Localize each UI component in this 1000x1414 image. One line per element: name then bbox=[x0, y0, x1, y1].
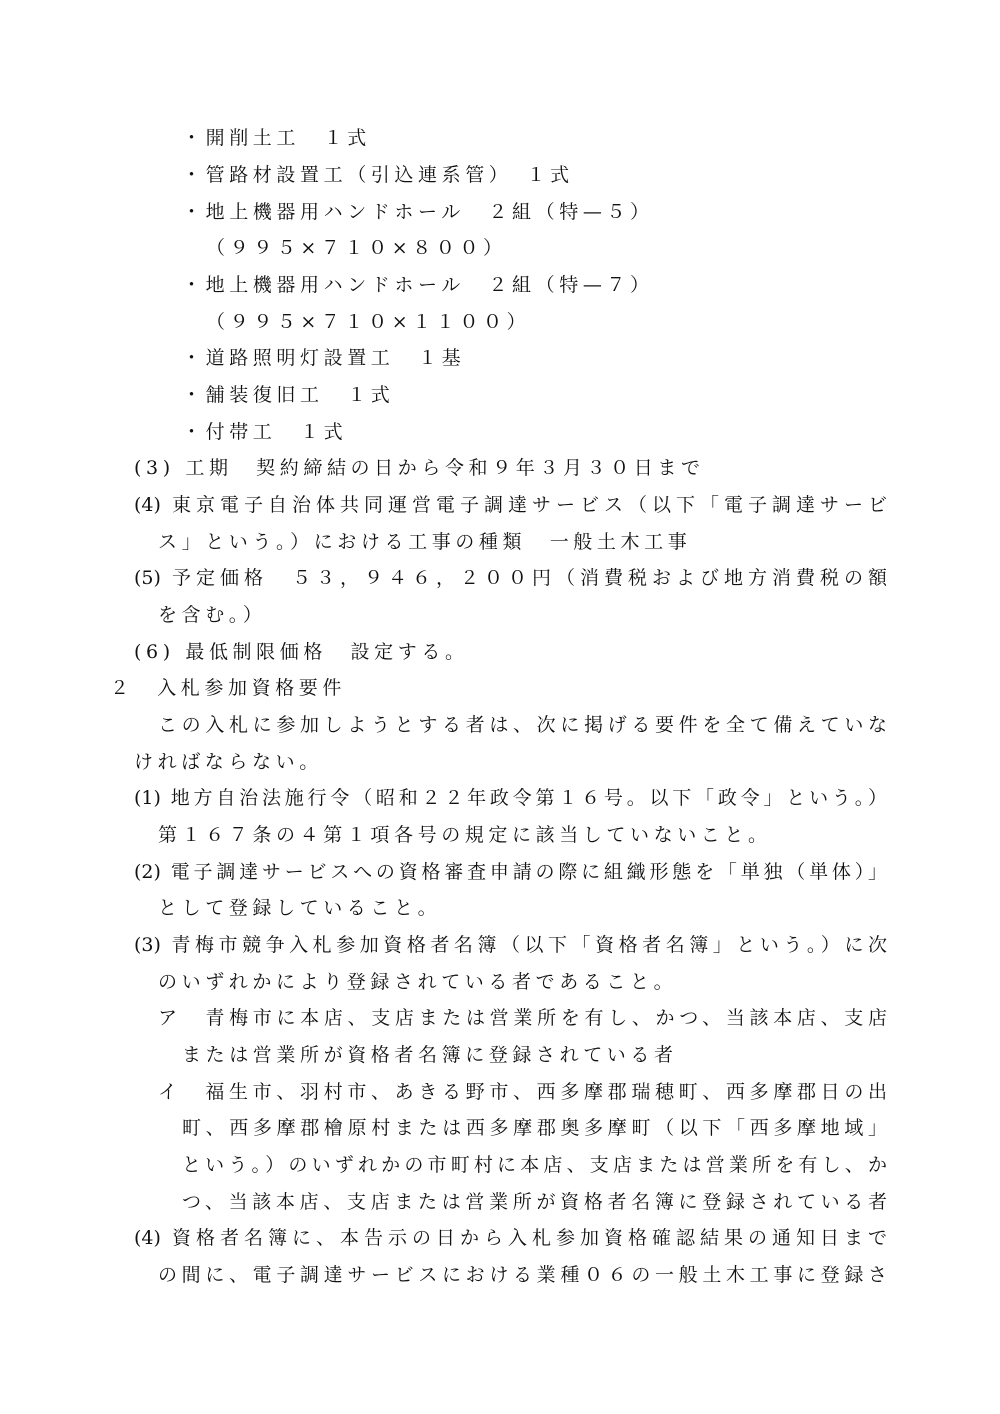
req-3-cont: のいずれかにより登録されている者であること。 bbox=[158, 971, 678, 993]
clause-6-min-price: (6) 最低制限価格 設定する。 bbox=[134, 641, 469, 663]
work-item-handhole-5-dims: （９９５×７１０×８００） bbox=[206, 237, 507, 259]
req-2: (2) 電子調達サービスへの資格審査申請の際に組織形態を「単独（単体）」 bbox=[134, 861, 887, 883]
req-3-i-cont-3: つ、当該本店、支店または営業所が資格者名簿に登録されている者 bbox=[182, 1191, 887, 1213]
req-4-cont: の間に、電子調達サービスにおける業種０６の一般土木工事に登録さ bbox=[158, 1264, 887, 1286]
req-3-a-cont: または営業所が資格者名簿に登録されている者 bbox=[182, 1044, 678, 1066]
req-3-i-cont-2: という。）のいずれかの市町村に本店、支店または営業所を有し、か bbox=[182, 1154, 887, 1176]
work-item-paving: ・舗装復旧工 １式 bbox=[182, 384, 395, 406]
clause-4-work-type-cont: ス」という。）における工事の種類 一般土木工事 bbox=[158, 531, 692, 553]
clause-4-work-type: (4) 東京電子自治体共同運営電子調達サービス（以下「電子調達サービ bbox=[134, 494, 887, 516]
req-3-a: ア 青梅市に本店、支店または営業所を有し、かつ、当該本店、支店 bbox=[158, 1007, 887, 1029]
section-2-heading: ２ 入札参加資格要件 bbox=[110, 677, 347, 699]
req-1-cont: 第１６７条の４第１項各号の規定に該当していないこと。 bbox=[158, 824, 772, 846]
work-item-street-light: ・道路照明灯設置工 １基 bbox=[182, 347, 466, 369]
req-4: (4) 資格者名簿に、本告示の日から入札参加資格確認結果の通知日まで bbox=[134, 1227, 887, 1249]
req-2-cont: として登録していること。 bbox=[158, 897, 442, 919]
clause-3-period: (3) 工期 契約締結の日から令和９年３月３０日まで bbox=[134, 457, 705, 479]
req-3-i: イ 福生市、羽村市、あきる野市、西多摩郡瑞穂町、西多摩郡日の出 bbox=[158, 1081, 887, 1103]
clause-5-price-cont: を含む。） bbox=[158, 604, 267, 626]
clause-5-price: (5) 予定価格 ５３，９４６，２００円（消費税および地方消費税の額 bbox=[134, 567, 887, 589]
section-2-intro: この入札に参加しようとする者は、次に掲げる要件を全て備えていな bbox=[158, 714, 887, 736]
work-item-handhole-7: ・地上機器用ハンドホール ２組（特—７） bbox=[182, 274, 654, 296]
work-item-incidental: ・付帯工 １式 bbox=[182, 421, 348, 443]
work-item-conduit: ・管路材設置工（引込連系管） １式 bbox=[182, 164, 574, 186]
req-3: (3) 青梅市競争入札参加資格者名簿（以下「資格者名簿」という。）に次 bbox=[134, 934, 887, 956]
section-2-intro-cont: ければならない。 bbox=[134, 751, 323, 773]
work-item-handhole-5: ・地上機器用ハンドホール ２組（特—５） bbox=[182, 201, 654, 223]
req-3-i-cont-1: 町、西多摩郡檜原村または西多摩郡奥多摩町（以下「西多摩地域」 bbox=[182, 1117, 887, 1139]
work-item-excavation: ・開削土工 １式 bbox=[182, 127, 371, 149]
work-item-handhole-7-dims: （９９５×７１０×１１００） bbox=[206, 311, 531, 333]
req-1: (1) 地方自治法施行令（昭和２２年政令第１６号。以下「政令」という。） bbox=[134, 787, 887, 809]
